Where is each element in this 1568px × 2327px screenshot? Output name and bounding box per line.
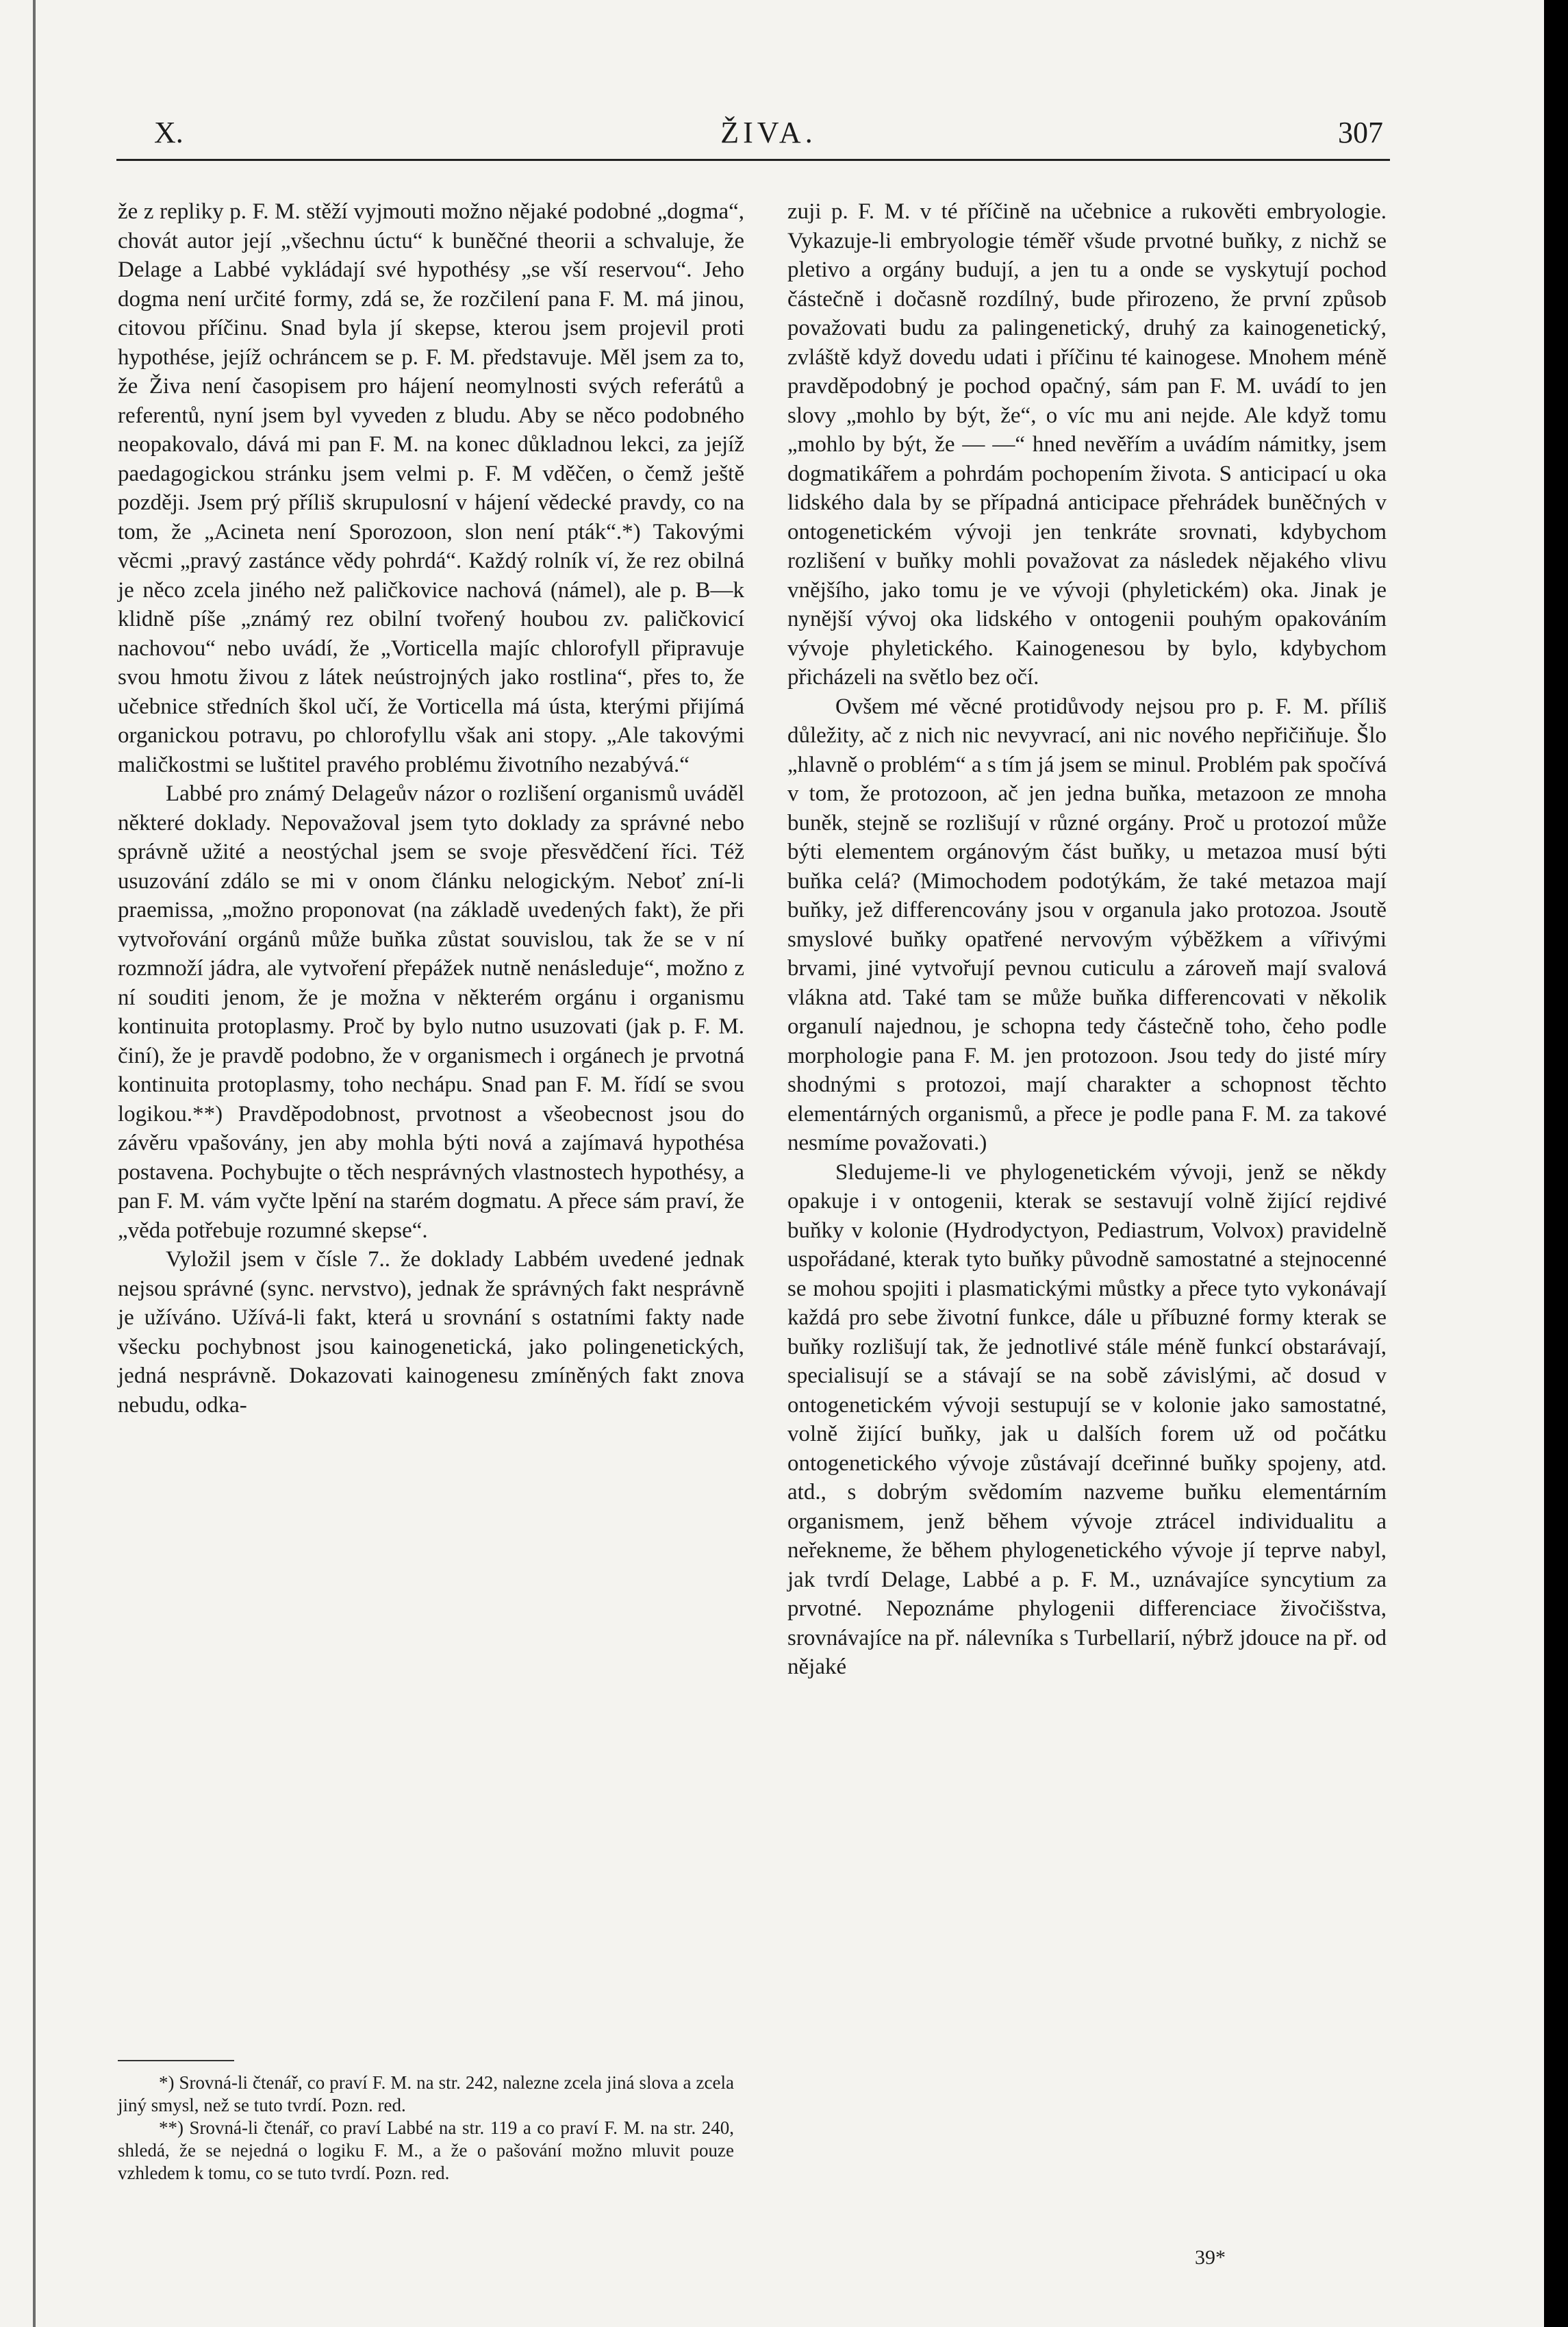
volume-number: X. <box>154 116 184 149</box>
footnotes <box>118 2072 734 2185</box>
paragraph: že z repliky p. F. M. stěží vyjmouti možno nějaké podobné „dogma“, chovát autor její „všechnu úctu“ k buněčné theorii a schvaluje, že Delage a Labbé vykládají své hypothésy „se vší reservou“. Jeho dogma není určité formy, zdá se, že rozčilení pana F. M. má jinou, citovou příčinu. Snad byla jí skepse, kterou jsem projevil proti hypothése, jejíž ochráncem se p. F. M. představuje. Měl jsem za to, že Živa není časopisem pro hájení neomylnosti svých referátů a referentů, nyní jsem byl vyveden z bludu. Aby se něco podobného neopakovalo, dává mi pan F. M. na konec důkladnou lekci, za jejíž paedagogickou stránku jsem velmi p. F. M vděčen, o čemž ještě později. Jsem prý příliš skrupulosní v hájení vědecké pravdy, co na tom, že „Acineta není Sporozoon, slon není pták“.*) Takovými věcmi „pravý zastánce vědy pohrdá“. Každý rolník ví, že rez obilná je něco zcela jiného než paličkovice nachová (námel), ale p. B—k klidně píše „známý rez obilní tvořený houbou zv. paličkovicí nachovou“ nebo uvádí, že „Vorticella majíc chlorofyll připravuje svou hmotu živou z látek neústrojných jako rostlina“, přes to, že učebnice středních škol učí, že Vorticella má ústa, kterými přijímá organickou potravu, po chlorofyllu však ani stopy. „Ale takovými maličkostmi se luštitel pravého problému životního nezabývá.“ <box>118 199 744 777</box>
footnote: *) Srovná-li čtenář, co praví F. M. na str. 242, nalezne zcela jiná slova a zcela jiný smysl, než se tuto tvrdí. Pozn. red. <box>118 2072 734 2115</box>
running-header <box>154 115 1383 156</box>
printer-signature: 39* <box>1195 2246 1226 2269</box>
paragraph: Labbé pro známý Delageův názor o rozlišení organismů uváděl některé doklady. Nepovažoval jsem tyto doklady za správné nebo správně užité a neostýchal jsem se svoje přesvědčení říci. Též usuzování zdálo se mi v onom článku nelogickým. Neboť zní-li praemissa, „možno proponovat (na základě uvedených fakt), že při vytvořování orgánů může buňka zůstat souvislou, tak že se v ní rozmnoží jádra, ale vytvoření přepážek nutně nenásleduje“, možno z ní souditi jenom, že je možna v některém orgánu i organismu kontinuita protoplasmy. Proč by bylo nutno usuzovati (jak p. F. M. činí), že je pravdě podobno, že v organismech i orgánech je prvotná kontinuita protoplasmy, toho nechápu. Snad pan F. M. řídí se svou logikou.**) Pravděpodobnost, prvotnost a všeobecnost jsou do závěru vpašovány, jen aby mohla býti nová a zajímavá hypothésa postavena. Pochybujte o těch nesprávných vlastnostech hypothésy, a pan F. M. vám vyčte lpění na starém dogmatu. A přece sám praví, že „věda potřebuje rozumné skepse“. <box>118 781 744 1243</box>
paragraph: Sledujeme-li ve phylogenetickém vývoji, jenž se někdy opakuje i v ontogenii, kterak se sestavují volně žijící rejdivé buňky v kolonie (Hydrodyctyon, Pediastrum, Volvox) pravidelně uspořádané, kterak tyto buňky původně samostatné a stejnocenné se mohou spojiti i plasmatickými můstky a přece tyto vykonávají každá pro sebe životní funkce, dále u příbuzné formy kterak se buňky rozlišují tak, že jednotlivé stále méně funkcí obstarávají, specialisují se a stávají se na sobě závislými, ač dosud v ontogenetickém vývoji sestupují se v kolonie jako samostatné, volně žijící buňky, jak u dalších forem už od počátku ontogenetického vývoje zůstávají dceřinné buňky spojeny, atd. atd., s dobrým svědomím nazveme buňku elementárním organismem, jenž během vývoje ztrácel individualitu a neřekneme, že během phylogenetického vývoje jí teprve nabyl, jak tvrdí Delage, Labbé a p. F. M., uznávajíce syncytium za prvotné. Nepoznáme phylogenii differenciace živočišstva, srovnávajíce na př. nálevníka s Turbellarií, nýbrž jdouce na př. od nějaké <box>787 1159 1387 1679</box>
paragraph: zuji p. F. M. v té příčině na učebnice a rukověti embryologie. Vykazuje-li embryologie téměř všude prvotné buňky, z nichž se pletivo a orgány budují, a jen tu a onde se vyskytují pochod částečně i dočasně rozdílný, bude přirozeno, že první způsob považovati budu za palingenetický, druhý za kainogenetický, zvláště když dovedu udati i příčinu té kainogese. Mnohem méně pravděpodobný je pochod opačný, sám pan F. M. uvádí to jen slovy „mohlo by být, že“, o víc mu ani nejde. Ale když tomu „mohlo by být, že — —“ hned nevěřím a uvádím námitky, jsem dogmatikářem a pohrdám pochopením života. S anticipací u oka lidského dala by se případná anticipace přehrádek buněčných v ontogenetickém vývoji jen tenkráte srovnati, kdybychom rozlišení v buňky mohli považovat za následek nějakého vlivu vnějšího, jako tomu je ve vývoji (phyletickém) oka. Jinak je nynější vývoj oka lidského v ontogenii pouhým opakováním vývoje phyletického. Kainogenesou by bylo, kdybychom přicházeli na světlo bez očí. <box>787 199 1387 690</box>
journal-title: ŽIVA. <box>720 116 817 149</box>
page-edge-shadow <box>33 0 36 2327</box>
footnote: **) Srovná-li čtenář, co praví Labbé na str. 119 a co praví F. M. na str. 240, shledá, že se nejedná o logiku F. M., a že o pašování možno mluvit pouze vzhledem k tomu, co se tuto tvrdí. Pozn. red. <box>118 2117 734 2183</box>
page-number: 307 <box>1338 116 1383 149</box>
left-column <box>118 197 744 1420</box>
scan-border <box>1544 0 1568 2327</box>
right-column <box>787 197 1387 1682</box>
paragraph: Ovšem mé věcné protidůvody nejsou pro p. F. M. příliš důležity, ač z nich nic nevyvrací, ani nic nového nepřičiňuje. Šlo „hlavně o problém“ a s tím já jsem se minul. Problém pak spočívá v tom, že protozoon, ač jen jedna buňka, metazoon ze mnoha buněk, stejně se rozlišují v různé orgány. Proč u protozoí může býti elementem orgánovým část buňky, u metazoa musí býti buňka celá? (Mimochodem podotýkám, že také metazoa mají buňky, jež differencovány jsou v organula jako protozoa. Jsoutě smyslové buňky opatřené nervovým výběžkem a vířivými brvami, jiné vytvořují pevnou cuticulu a zároveň mají svalová vlákna atd. Také tam se může buňka differencovati v několik organulí najednou, je schopna tedy částečně toho, čeho podle morphologie pana F. M. jen protozoon. Jsou tedy do jisté míry shodnými s protozoi, mají charakter a schopnost těchto elementárných organismů, a přece je podle pana F. M. za takové nesmíme považovati.) <box>787 694 1387 1155</box>
header-rule <box>116 159 1390 161</box>
paragraph: Vyložil jsem v čísle 7.. že doklady Labbém uvedené jednak nejsou správné (sync. nervstvo), jednak že správných fakt nesprávně je užíváno. Užívá-li fakt, která u srovnání s ostatními fakty nade všecku pochybnost jsou kainogenetická, jako polingenetických, jedná nesprávně. Dokazovati kainogenesu zmíněných fakt znova nebudu, odka- <box>118 1247 744 1418</box>
footnote-rule <box>118 2060 234 2061</box>
